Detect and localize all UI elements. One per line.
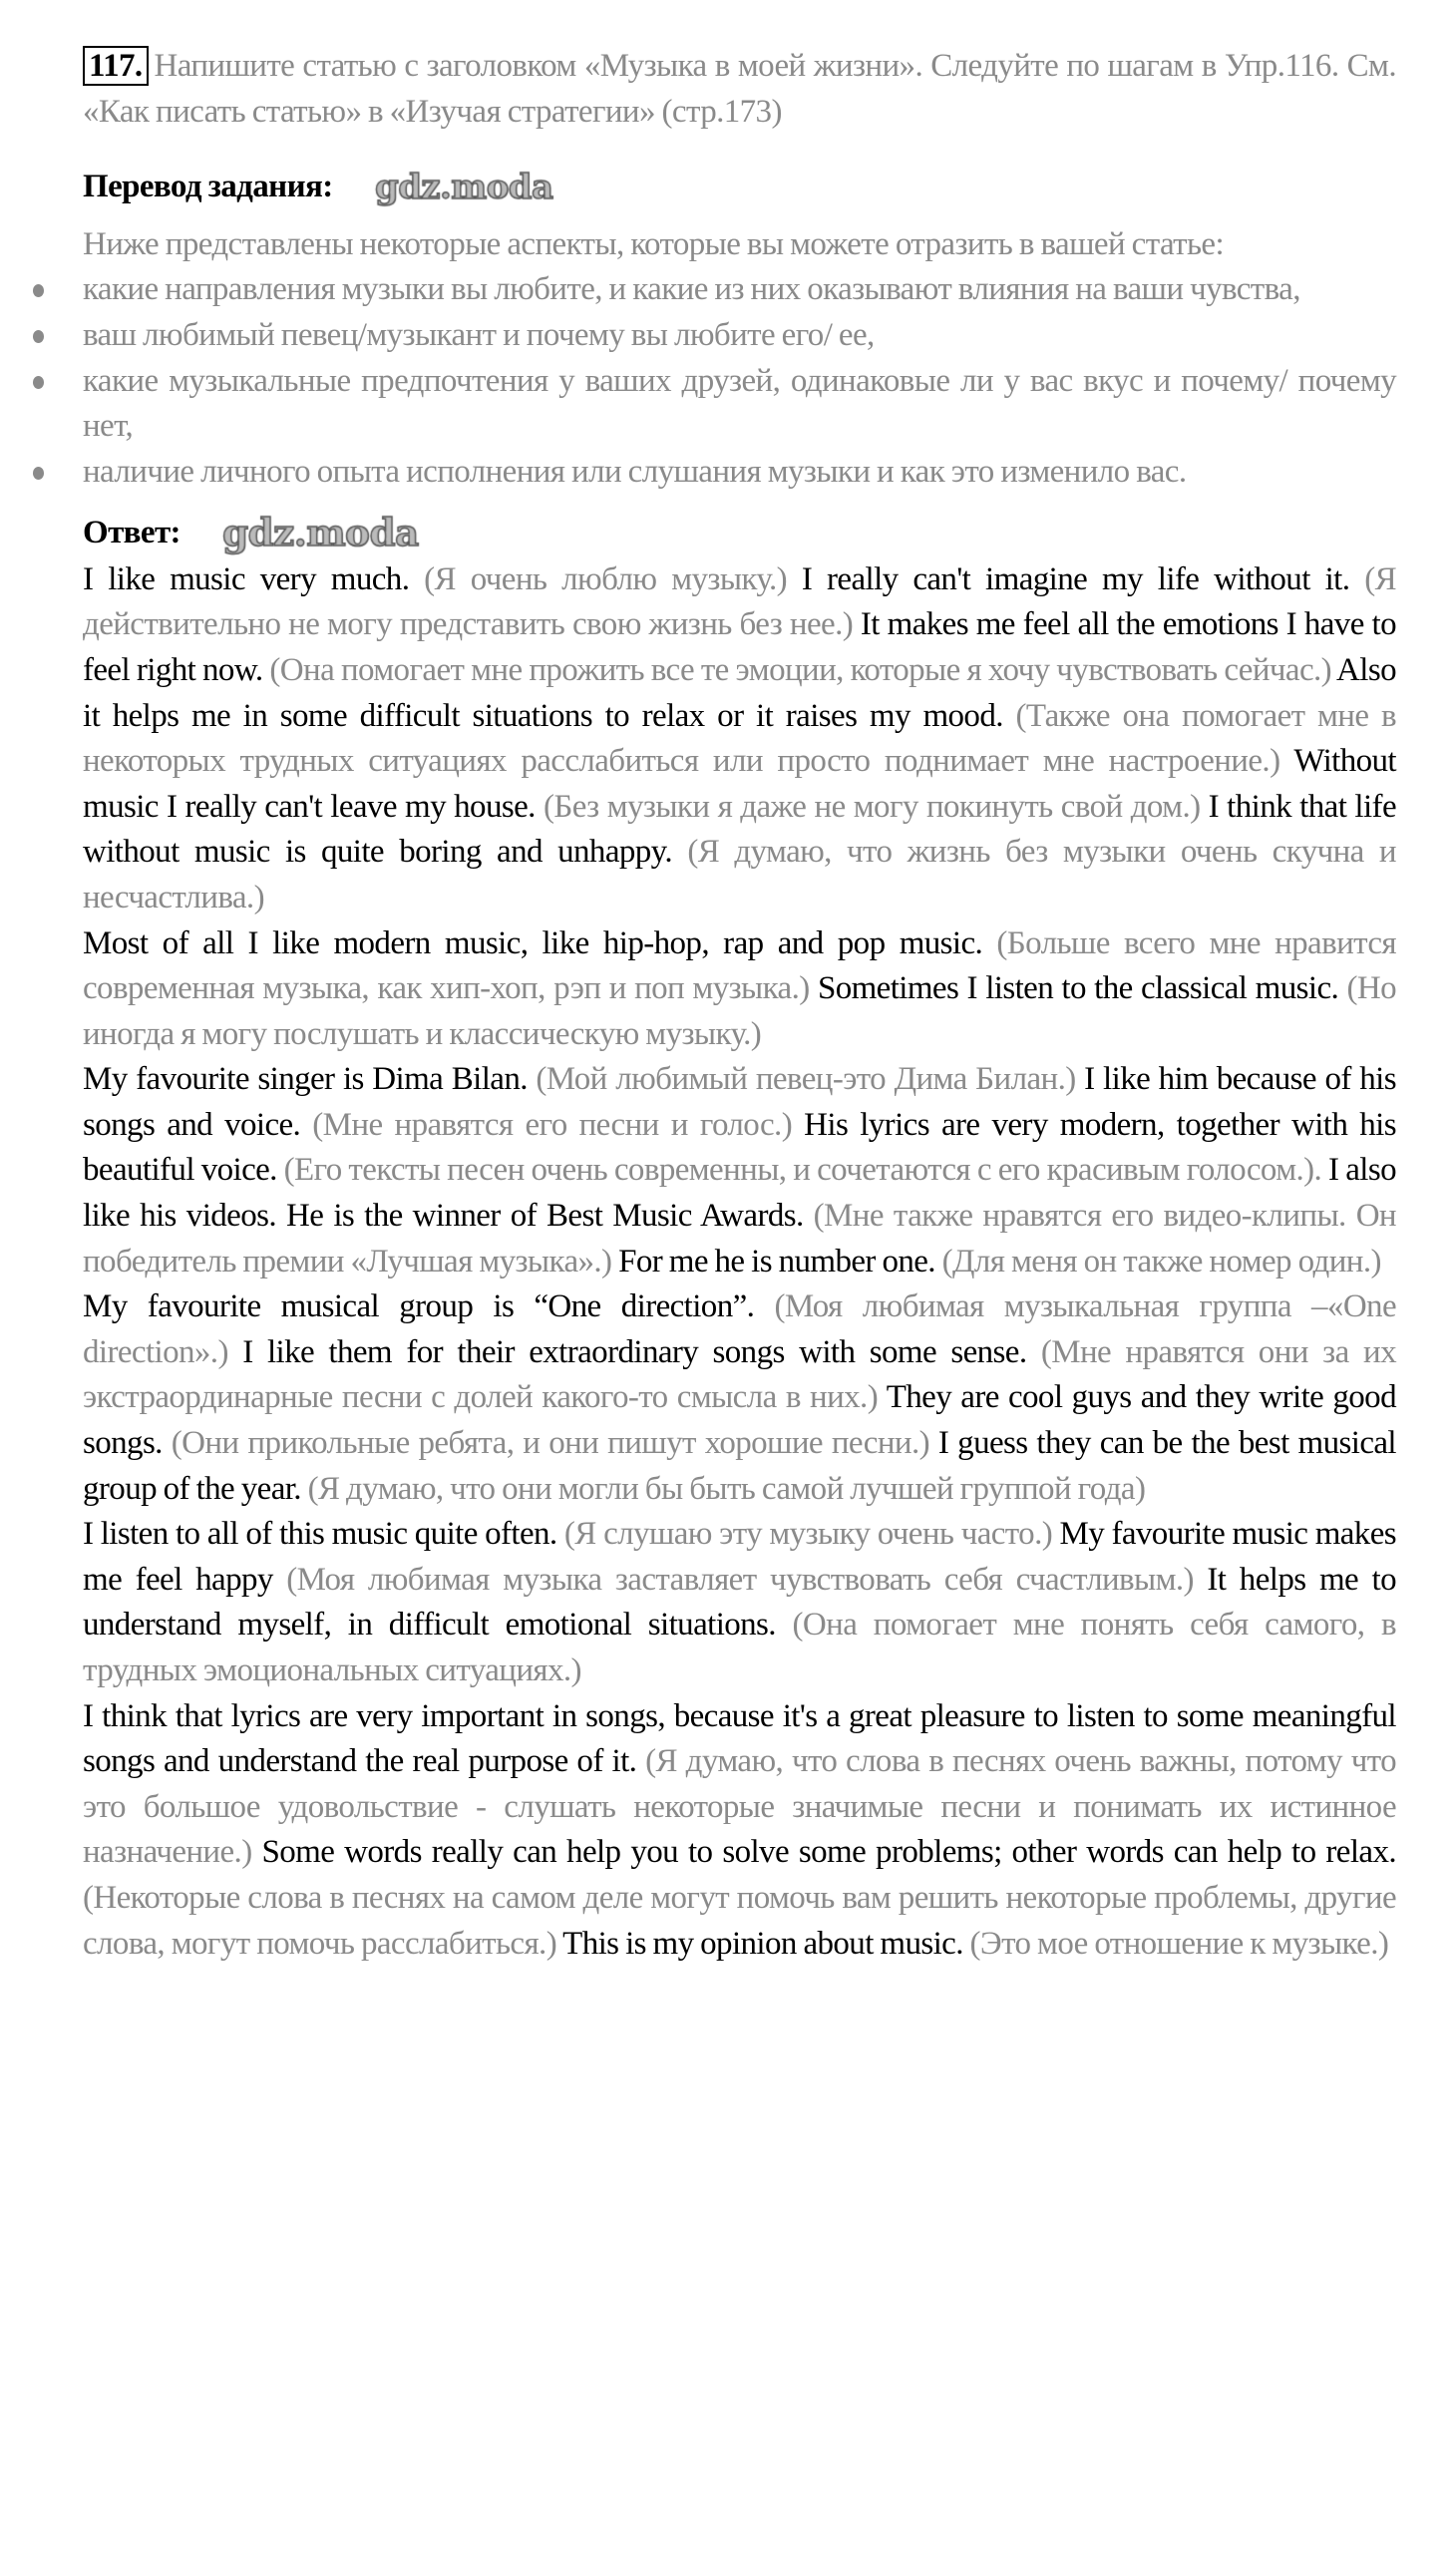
english-sentence: Most of all I like modern music, like hip-hop, rap and pop music. [83, 924, 997, 961]
answer-paragraph [83, 1284, 1396, 1512]
english-sentence: My favourite musical group is “One direction”. [83, 1288, 775, 1325]
answer-paragraph [83, 1512, 1396, 1693]
russian-translation: (Больше всего мне нравится современная музыка, как хип-хоп, рэп и поп музыка.) [83, 924, 1396, 1007]
english-sentence: I like music very much. [83, 560, 425, 597]
russian-translation: (Моя любимая музыкальная группа –«One direction».) [83, 1288, 1396, 1370]
russian-translation: (Они прикольные ребята, и они пишут хорошие песни.) [171, 1425, 938, 1462]
aspect-text: какие направления музыки вы любите, и какие из них оказывают влияния на ваши чувства, [83, 271, 1300, 308]
russian-translation: (Она помогает мне прожить все те эмоции, которые я хочу чувствовать сейчас.) [269, 651, 1337, 688]
english-sentence: It helps me to understand myself, in difficult emotional situations. [83, 1561, 1397, 1644]
translation-heading-row [83, 165, 1396, 210]
russian-translation: (Мне также нравятся его видео-клипы. Он победитель премии «Лучшая музыка».) [83, 1198, 1396, 1280]
russian-translation: (Его тексты песен очень современны, и сочетаются с его красивым голосом.). [283, 1152, 1328, 1189]
bullet-icon [33, 376, 44, 389]
english-sentence: Also it helps me in some difficult situations to relax or it raises my mood. [83, 651, 1396, 734]
bullet-icon [33, 467, 44, 480]
answer-label: Ответ: [83, 515, 181, 551]
russian-translation: (Мне нравятся они за их экстраординарные песни с долей какого-то смысла в них.) [83, 1333, 1396, 1416]
watermark-logo [220, 514, 540, 557]
answer-paragraph [83, 557, 1396, 921]
russian-translation: (Мой любимый певец-это Дима Билан.) [536, 1061, 1085, 1098]
english-sentence: His lyrics are very modern, together with his beautiful voice. [83, 1106, 1396, 1189]
russian-translation: (Я действительно не могу представить свою жизнь без нее.) [83, 560, 1396, 643]
task-number: 117. [83, 46, 149, 86]
russian-translation: (Также она помогает мне в некоторых трудных ситуациях расслабиться или просто поднимает мне настроение.) [83, 697, 1396, 780]
task-text: Напишите статью с заголовком «Музыка в моей жизни». Следуйте по шагам в Упр.116. См. «Как писать статью» в «Изучая стратегии» (стр.173) [83, 48, 1396, 130]
russian-translation: (Мне нравятся его песни и голос.) [312, 1106, 805, 1143]
aspect-item [83, 450, 1396, 496]
russian-translation: (Она помогает мне понять себя самого, в трудных эмоциональных ситуациях.) [83, 1607, 1396, 1689]
english-sentence: This is my opinion about music. [562, 1925, 970, 1962]
english-sentence: I also like his videos. He is the winner of Best Music Awards. [83, 1152, 1396, 1235]
russian-translation: (Я думаю, что жизнь без музыки очень скучна и несчастлива.) [83, 834, 1396, 915]
bullet-icon [33, 284, 44, 297]
english-sentence: I really can't imagine my life without it. [801, 560, 1365, 597]
english-sentence: They are cool guys and they write good songs. [83, 1379, 1396, 1462]
english-sentence: My favourite singer is Dima Bilan. [83, 1061, 537, 1098]
task-statement [83, 44, 1396, 135]
bullet-icon [33, 330, 44, 343]
aspect-text: ваш любимый певец/музыкант и почему вы любите его/ ее, [83, 316, 875, 353]
english-sentence: I guess they can be the best musical group of the year. [83, 1425, 1396, 1507]
russian-translation: (Некоторые слова в песнях на самом деле могут помочь вам решить некоторые проблемы, другие слова, могут помочь расслабиться.) [83, 1879, 1396, 1962]
russian-translation: (Я очень люблю музыку.) [424, 560, 802, 597]
aspect-item [83, 359, 1396, 450]
english-sentence: It makes me feel all the emotions I have to feel right now. [83, 606, 1396, 688]
russian-translation: (Без музыки я даже не могу покинуть свой дом.) [543, 788, 1209, 825]
aspect-list [83, 267, 1396, 495]
answer-paragraph [83, 921, 1396, 1058]
english-sentence: I listen to all of this music quite often. [83, 1516, 564, 1553]
aspect-text: какие музыкальные предпочтения у ваших друзей, одинаковые ли у вас вкус и почему/ почему нет, [83, 362, 1396, 445]
russian-translation: (Я думаю, что слова в песнях очень важны, потому что это большое удовольствие - слушать некоторые значимые песни и понимать их истинное назначение.) [83, 1743, 1397, 1871]
english-sentence: I think that life without music is quite boring and unhappy. [83, 788, 1396, 871]
russian-translation: (Я слушаю эту музыку очень часто.) [563, 1516, 1060, 1553]
answer-label-row [83, 511, 1396, 556]
answer-paragraph [83, 1694, 1396, 1968]
translation-heading: Перевод задания: [83, 169, 333, 205]
russian-translation: (Я думаю, что они могли бы быть самой лучшей группой года) [307, 1470, 1146, 1507]
russian-translation: (Это мое отношение к музыке.) [969, 1925, 1389, 1962]
answer-paragraph [83, 1057, 1396, 1284]
answer-text [83, 557, 1396, 1967]
english-sentence: Without music I really can't leave my house. [83, 743, 1396, 825]
russian-translation: (Но иногда я могу послушать и классическую музыку.) [83, 970, 1396, 1052]
english-sentence: Sometimes I listen to the classical music. [817, 970, 1347, 1007]
aspect-item [83, 313, 1396, 359]
english-sentence: I like him because of his songs and voice. [83, 1061, 1396, 1143]
textbook-page [83, 44, 1396, 1967]
english-sentence: My favourite music makes me feel happy [83, 1516, 1396, 1598]
russian-translation: (Для меня он также номер один.) [941, 1243, 1381, 1280]
english-sentence: I like them for their extraordinary songs with some sense. [242, 1333, 1041, 1370]
aspect-item [83, 267, 1396, 313]
english-sentence: Some words really can help you to solve some problems; other words can help to relax. [261, 1834, 1396, 1871]
aspect-text: наличие личного опыта исполнения или слушания музыки и как это изменило вас. [83, 453, 1187, 490]
russian-translation: (Моя любимая музыка заставляет чувствовать себя счастливым.) [286, 1561, 1208, 1598]
english-sentence: I think that lyrics are very important in songs, because it's a great pleasure to listen to some meaningful songs and understand the real purpose of it. [83, 1697, 1396, 1780]
watermark-logo [373, 170, 592, 209]
english-sentence: For me he is number one. [618, 1243, 942, 1280]
translation-intro: Ниже представлены некоторые аспекты, которые вы можете отразить в вашей статье: [83, 225, 1225, 262]
